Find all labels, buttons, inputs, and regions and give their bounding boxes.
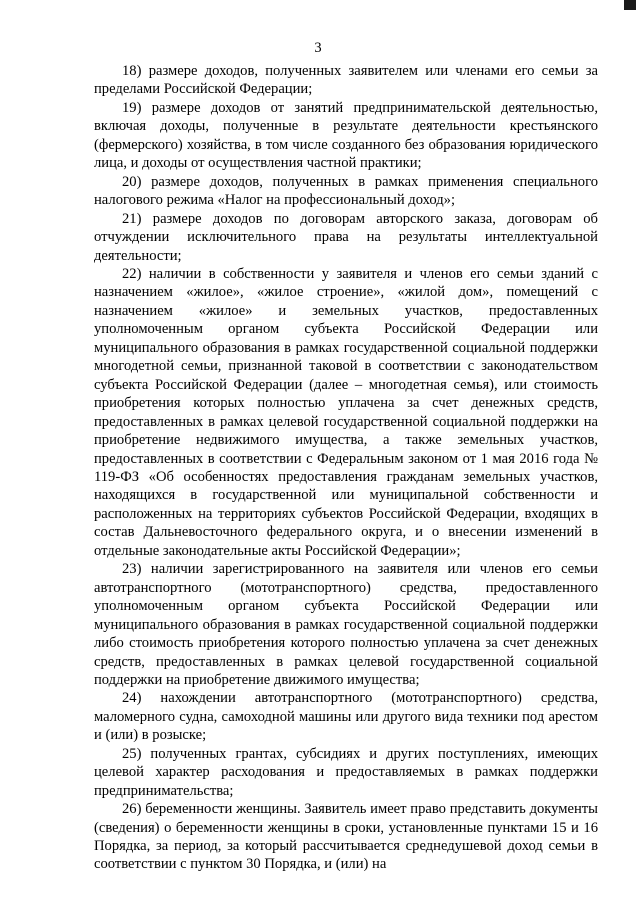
- paragraph-item-19: 19) размере доходов от занятий предпринимательской деятельностью, включая доходы, полученные в результате деятельности крестьянского (фермерского) хозяйства, в том числе созданного без образования юридического лица, и доходы от осуществления частной практики;: [94, 99, 598, 172]
- document-body: [94, 62, 598, 874]
- paragraph-item-18: 18) размере доходов, полученных заявителем или членами его семьи за пределами Российской Федерации;: [94, 63, 598, 98]
- page-number: 3: [314, 40, 322, 56]
- paragraph-item-20: 20) размере доходов, полученных в рамках применения специального налогового режима «Налог на профессиональный доход»;: [94, 173, 598, 209]
- paragraph-item-24: 24) нахождении автотранспортного (мототранспортного) средства, маломерного судна, самоходной машины или другого вида техники под арестом и (или) в розыске;: [94, 690, 598, 744]
- paragraph-item-25: 25) полученных грантах, субсидиях и других поступлениях, имеющих целевой характер расходования и предоставляемых в рамках поддержки предпринимательства;: [94, 745, 598, 799]
- paragraph-item-26: 26) беременности женщины. Заявитель имеет право представить документы (сведения) о беременности женщины в сроки, установленные пунктами 15 и 16 Порядка, за период, за который рассчитывается среднедушевой доход семьи в соответствии с пунктом 30 Порядка, и (или) на: [94, 801, 598, 873]
- corner-mark: [624, 0, 636, 10]
- paragraph-item-22: 22) наличии в собственности у заявителя и членов его семьи зданий с назначением «жилое», «жилое строение», «жилой дом», помещений с назначением «жилое» и земельных участков, предоставленных уполномоченным органом субъекта Российской Федерации или муниципального образования в рамках государственной социальной поддержки многодетной семьи, признанной таковой в соответствии с законодательством субъекта Российской Федерации (далее – многодетная семья), или стоимость приобретения которых полностью уплачена за счет денежных средств, предоставленных в рамках целевой государственной социальной поддержки на приобретение недвижимого имущества, а также земельных участков, предоставленных в соответствии с Федеральным законом от 1 мая 2016 года № 119-ФЗ «Об особенностях предоставления гражданам земельных участков, находящихся в государственной или муниципальной собственности и расположенных на территориях субъектов Российской Федерации, входящих в состав Дальневосточного федерального округа, и о внесении изменений в отдельные законодательные акты Российской Федерации»;: [94, 265, 598, 559]
- paragraph-item-23: 23) наличии зарегистрированного на заявителя или членов его семьи автотранспортного (мототранспортного) средства, предоставленного уполномоченным органом субъекта Российской Федерации или муниципального образования в рамках государственной социальной поддержки либо стоимость приобретения которого полностью уплачена за счет денежных средств, предоставленных в рамках целевой государственной социальной поддержки на приобретение движимого имущества;: [94, 561, 598, 688]
- paragraph-item-21: 21) размере доходов по договорам авторского заказа, договорам об отчуждении исключительного права на результаты интеллектуальной деятельности;: [94, 210, 598, 264]
